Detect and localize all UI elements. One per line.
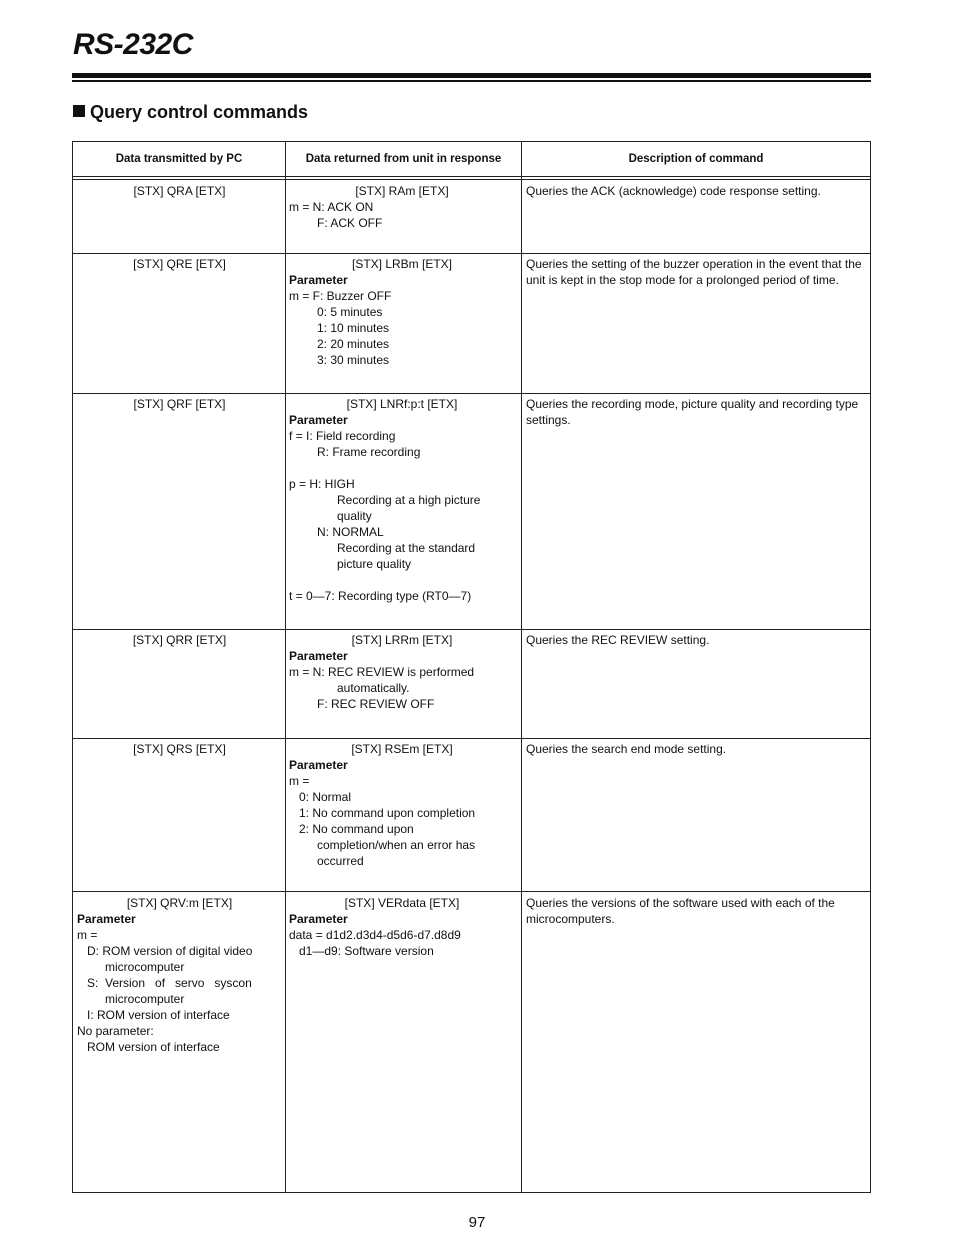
table-row-qrv-response: [STX] VERdata [ETX] Parameter data = d1d2.d3d4-d5d6-d7.d8d9 d1—d9: Software version	[289, 896, 461, 958]
column-header-pc: Data transmitted by PC	[115, 153, 243, 165]
column-divider	[285, 142, 286, 1192]
table-row-qrf-pc: [STX] QRF [ETX]	[133, 397, 226, 411]
table-row-qra-response: [STX] RAm [ETX] m = N: ACK ON F: ACK OFF	[289, 184, 449, 230]
page-header-title: RS-232C	[73, 28, 193, 61]
page-number: 97	[468, 1214, 486, 1231]
row-divider	[73, 738, 870, 739]
row-divider	[73, 253, 870, 254]
table-row-qrs-response: [STX] RSEm [ETX] Parameter m = 0: Normal 1: No command upon completion 2: No command upon completion/when an error has occurred	[289, 742, 476, 868]
table-row-qrv-description: Queries the versions of the software used with each of the microcomputers.	[526, 896, 835, 926]
table-row-qra-pc: [STX] QRA [ETX]	[133, 184, 226, 198]
header-divider	[73, 176, 870, 177]
section-title: Query control commands	[90, 102, 309, 122]
table-row-qrf-response: [STX] LNRf:p:t [ETX] Parameter f = I: Field recording R: Frame recording p = H: HIGH Recording at a high picture quality N: NORMAL Recording at the standard picture quality t = 0—7: Recording type (RT0—7)	[289, 397, 481, 603]
column-divider	[521, 142, 522, 1192]
table-row-qre-pc: [STX] QRE [ETX]	[133, 257, 226, 271]
table-row-qrf-description: Queries the recording mode, picture quality and recording type settings.	[526, 397, 859, 427]
row-divider	[73, 891, 870, 892]
square-bullet-icon	[73, 105, 85, 117]
section-heading	[73, 102, 308, 123]
query-commands-table	[72, 141, 871, 1193]
table-row-qra-description: Queries the ACK (acknowledge) code response setting.	[526, 184, 821, 198]
header-rule-thick	[72, 73, 871, 78]
header-rule-thin	[72, 80, 871, 82]
row-divider	[73, 629, 870, 630]
table-row-qrr-response: [STX] LRRm [ETX] Parameter m = N: REC REVIEW is performed automatically. F: REC REVIEW OFF	[289, 633, 475, 711]
column-header-description: Description of command	[628, 153, 764, 165]
table-row-qrr-pc: [STX] QRR [ETX]	[132, 633, 227, 647]
table-row-qrr-description: Queries the REC REVIEW setting.	[526, 633, 710, 647]
row-divider	[73, 393, 870, 394]
column-header-response: Data returned from unit in response	[305, 153, 502, 165]
header-divider	[73, 179, 870, 180]
table-row-qre-description: Queries the setting of the buzzer operation in the event that the unit is kept in the stop mode for a prolonged period of time.	[526, 257, 862, 287]
table-row-qrs-pc: [STX] QRS [ETX]	[133, 742, 226, 756]
table-row-qre-response: [STX] LRBm [ETX] Parameter m = F: Buzzer OFF 0: 5 minutes 1: 10 minutes 2: 20 minutes 3: 30 minutes	[289, 257, 453, 367]
table-row-qrv-pc: [STX] QRV:m [ETX] Parameter m = D: ROM version of digital video microcomputer S: Version of servo syscon microcomputer I: ROM version of interface No parameter: ROM version of interface	[77, 896, 253, 1054]
table-row-qrs-description: Queries the search end mode setting.	[526, 742, 727, 756]
